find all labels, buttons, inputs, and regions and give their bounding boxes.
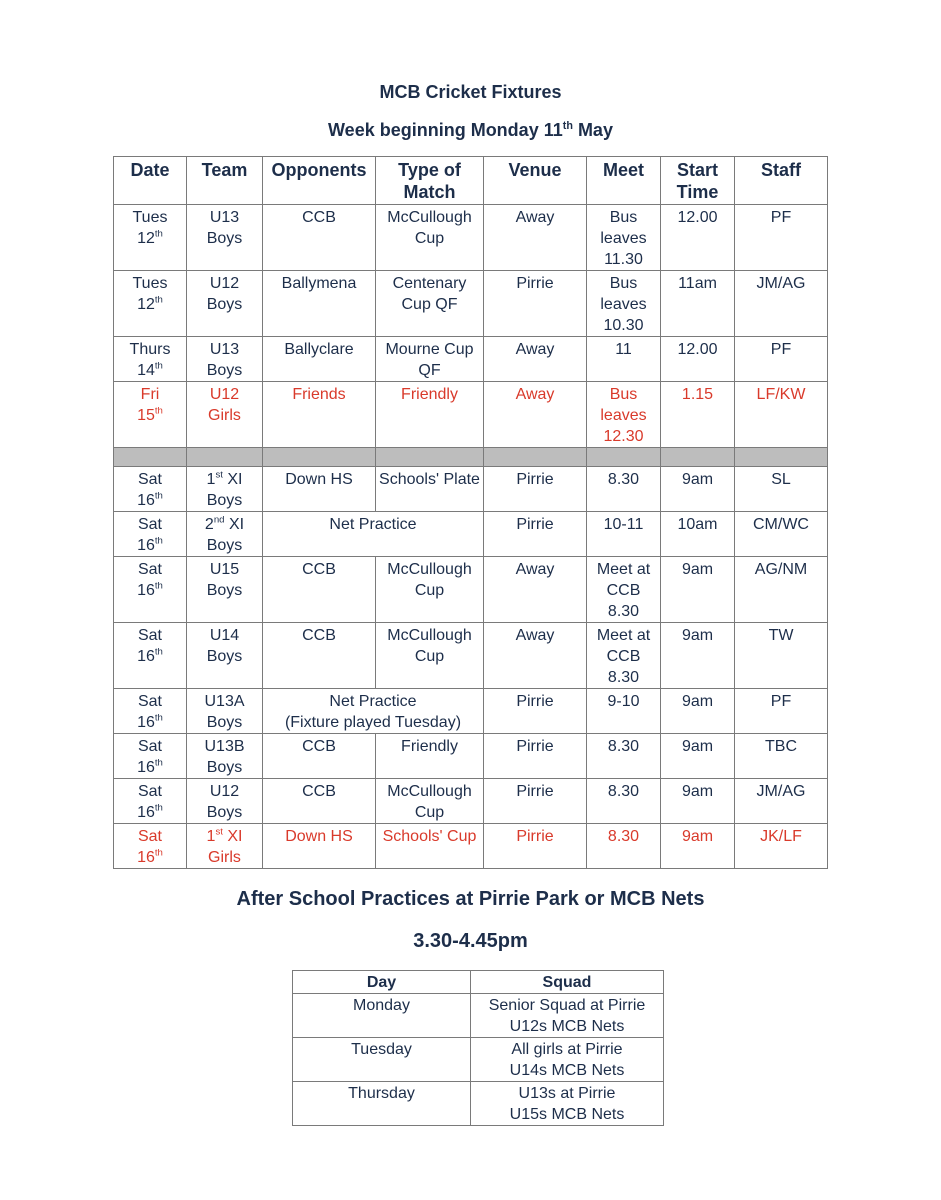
- cell-start: 10am: [661, 512, 735, 557]
- table-row: [114, 512, 828, 557]
- cell-staff: PF: [735, 337, 828, 382]
- cell-team: U13 Boys: [187, 205, 263, 271]
- cell-opponents: CCB: [263, 734, 376, 779]
- cell-staff: JM/AG: [735, 779, 828, 824]
- cell-venue: Pirrie: [484, 779, 587, 824]
- cell-opponents: CCB: [263, 623, 376, 689]
- cell-merged-note: Net Practice: [263, 512, 484, 557]
- cell-venue: Pirrie: [484, 734, 587, 779]
- header-meet: Meet: [587, 157, 661, 205]
- cell-venue: Away: [484, 382, 587, 448]
- cell-venue: Pirrie: [484, 467, 587, 512]
- header-date: Date: [114, 157, 187, 205]
- cell-date: Sat 16th: [114, 779, 187, 824]
- table-row: [114, 557, 828, 623]
- separator-cell: [263, 448, 376, 467]
- table-row: [293, 994, 664, 1038]
- cell-meet: 8.30: [587, 734, 661, 779]
- separator-row: [114, 448, 828, 467]
- cell-start: 9am: [661, 734, 735, 779]
- cell-staff: CM/WC: [735, 512, 828, 557]
- cell-venue: Pirrie: [484, 512, 587, 557]
- cell-date: Fri 15th: [114, 382, 187, 448]
- cell-staff: JM/AG: [735, 271, 828, 337]
- cell-opponents: Ballymena: [263, 271, 376, 337]
- cell-opponents: Friends: [263, 382, 376, 448]
- cell-meet: Bus leaves 10.30: [587, 271, 661, 337]
- cell-opponents: CCB: [263, 205, 376, 271]
- cell-type: Schools' Cup: [376, 824, 484, 869]
- separator-cell: [735, 448, 828, 467]
- cell-type: McCullough Cup: [376, 205, 484, 271]
- cell-opponents: CCB: [263, 779, 376, 824]
- cell-meet: Meet at CCB 8.30: [587, 557, 661, 623]
- cell-staff: JK/LF: [735, 824, 828, 869]
- header-type: Type of Match: [376, 157, 484, 205]
- cell-date: Sat 16th: [114, 467, 187, 512]
- cell-staff: AG/NM: [735, 557, 828, 623]
- header-team: Team: [187, 157, 263, 205]
- cell-meet: 11: [587, 337, 661, 382]
- table-row: [114, 824, 828, 869]
- separator-cell: [187, 448, 263, 467]
- cell-date: Sat 16th: [114, 689, 187, 734]
- cell-type: McCullough Cup: [376, 623, 484, 689]
- cell-venue: Away: [484, 205, 587, 271]
- cell-venue: Pirrie: [484, 271, 587, 337]
- cell-opponents: Ballyclare: [263, 337, 376, 382]
- header-opponents: Opponents: [263, 157, 376, 205]
- table-row: [114, 779, 828, 824]
- cell-start: 12.00: [661, 205, 735, 271]
- table-row: [293, 1082, 664, 1126]
- separator-cell: [587, 448, 661, 467]
- cell-opponents: Down HS: [263, 467, 376, 512]
- table-row: [114, 337, 828, 382]
- cell-staff: PF: [735, 205, 828, 271]
- cell-type: Centenary Cup QF: [376, 271, 484, 337]
- cell-team: 1st XI Girls: [187, 824, 263, 869]
- cell-team: U14 Boys: [187, 623, 263, 689]
- cell-date: Sat 16th: [114, 557, 187, 623]
- cell-staff: TBC: [735, 734, 828, 779]
- table-row: [114, 689, 828, 734]
- cell-type: McCullough Cup: [376, 779, 484, 824]
- cell-team: U13 Boys: [187, 337, 263, 382]
- cell-meet: 8.30: [587, 467, 661, 512]
- fixtures-table: [113, 156, 828, 869]
- cell-squad: Senior Squad at Pirrie U12s MCB Nets: [471, 994, 664, 1038]
- cell-squad: All girls at Pirrie U14s MCB Nets: [471, 1038, 664, 1082]
- cell-date: Sat 16th: [114, 824, 187, 869]
- practices-header-row: [293, 971, 664, 994]
- cell-start: 9am: [661, 824, 735, 869]
- header-squad: Squad: [471, 971, 664, 994]
- cell-date: Sat 16th: [114, 623, 187, 689]
- cell-merged-note: Net Practice (Fixture played Tuesday): [263, 689, 484, 734]
- cell-meet: 10-11: [587, 512, 661, 557]
- cell-venue: Pirrie: [484, 689, 587, 734]
- cell-team: U13A Boys: [187, 689, 263, 734]
- cell-team: U12 Girls: [187, 382, 263, 448]
- cell-date: Sat 16th: [114, 734, 187, 779]
- table-row: [114, 271, 828, 337]
- separator-cell: [484, 448, 587, 467]
- cell-start: 1.15: [661, 382, 735, 448]
- practices-time: 3.30-4.45pm: [413, 930, 528, 952]
- cell-staff: PF: [735, 689, 828, 734]
- cell-day: Tuesday: [293, 1038, 471, 1082]
- table-row: [114, 623, 828, 689]
- cell-meet: 9-10: [587, 689, 661, 734]
- cell-team: 1st XI Boys: [187, 467, 263, 512]
- header-day: Day: [293, 971, 471, 994]
- cell-meet: 8.30: [587, 779, 661, 824]
- cell-team: U13B Boys: [187, 734, 263, 779]
- cell-date: Tues 12th: [114, 271, 187, 337]
- cell-day: Thursday: [293, 1082, 471, 1126]
- table-row: [114, 467, 828, 512]
- cell-squad: U13s at Pirrie U15s MCB Nets: [471, 1082, 664, 1126]
- cell-venue: Away: [484, 623, 587, 689]
- fixtures-header-row: [114, 157, 828, 205]
- practices-table: [292, 970, 664, 1126]
- cell-staff: SL: [735, 467, 828, 512]
- cell-team: U12 Boys: [187, 271, 263, 337]
- table-row: [114, 382, 828, 448]
- separator-cell: [114, 448, 187, 467]
- cell-staff: TW: [735, 623, 828, 689]
- cell-start: 9am: [661, 467, 735, 512]
- table-row: [114, 734, 828, 779]
- separator-cell: [661, 448, 735, 467]
- cell-staff: LF/KW: [735, 382, 828, 448]
- cell-meet: Bus leaves 12.30: [587, 382, 661, 448]
- cell-meet: Bus leaves 11.30: [587, 205, 661, 271]
- cell-venue: Away: [484, 557, 587, 623]
- table-row: [293, 1038, 664, 1082]
- week-subtitle: Week beginning Monday 11th May: [328, 120, 613, 140]
- cell-type: Friendly: [376, 382, 484, 448]
- header-venue: Venue: [484, 157, 587, 205]
- cell-day: Monday: [293, 994, 471, 1038]
- cell-type: McCullough Cup: [376, 557, 484, 623]
- cell-team: U15 Boys: [187, 557, 263, 623]
- cell-start: 9am: [661, 689, 735, 734]
- cell-meet: 8.30: [587, 824, 661, 869]
- table-row: [114, 205, 828, 271]
- cell-team: 2nd XI Boys: [187, 512, 263, 557]
- cell-start: 12.00: [661, 337, 735, 382]
- cell-start: 11am: [661, 271, 735, 337]
- cell-meet: Meet at CCB 8.30: [587, 623, 661, 689]
- cell-type: Mourne Cup QF: [376, 337, 484, 382]
- header-start: Start Time: [661, 157, 735, 205]
- cell-start: 9am: [661, 779, 735, 824]
- cell-opponents: CCB: [263, 557, 376, 623]
- page-title: MCB Cricket Fixtures: [379, 82, 562, 102]
- header-staff: Staff: [735, 157, 828, 205]
- practices-title: After School Practices at Pirrie Park or MCB Nets: [236, 888, 705, 910]
- cell-date: Thurs 14th: [114, 337, 187, 382]
- cell-start: 9am: [661, 557, 735, 623]
- cell-venue: Away: [484, 337, 587, 382]
- cell-type: Friendly: [376, 734, 484, 779]
- cell-venue: Pirrie: [484, 824, 587, 869]
- cell-opponents: Down HS: [263, 824, 376, 869]
- cell-team: U12 Boys: [187, 779, 263, 824]
- cell-date: Tues 12th: [114, 205, 187, 271]
- cell-date: Sat 16th: [114, 512, 187, 557]
- separator-cell: [376, 448, 484, 467]
- cell-start: 9am: [661, 623, 735, 689]
- cell-type: Schools' Plate: [376, 467, 484, 512]
